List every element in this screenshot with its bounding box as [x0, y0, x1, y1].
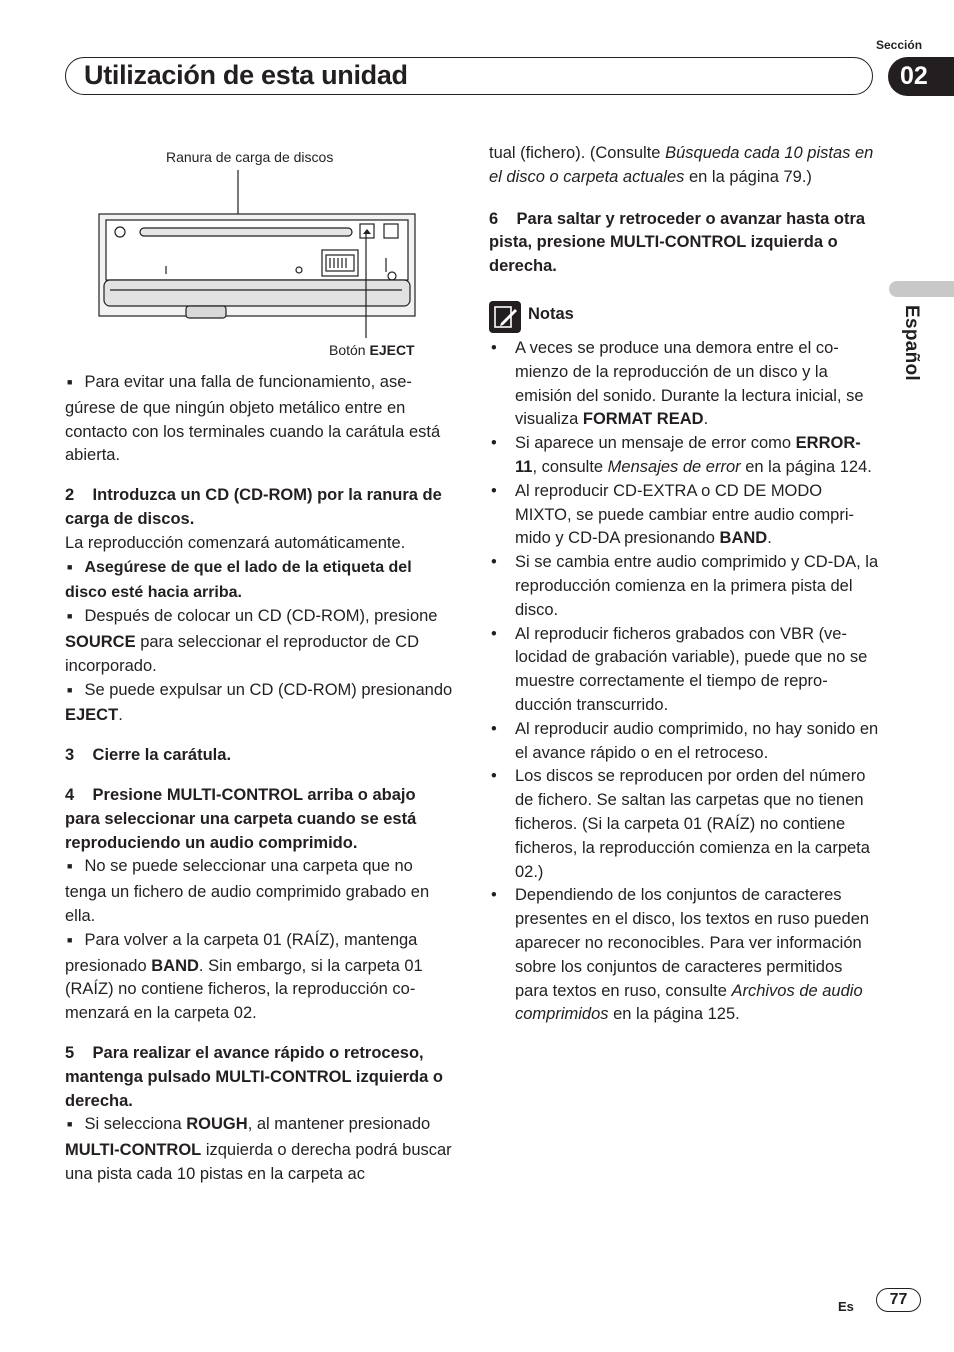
step-6-heading: 6 Para saltar y retroceder o avanzar hasta otra pista, presione MULTI-CONTROL izquierda o derecha. — [489, 209, 866, 276]
step-2-text: La reproducción comenzará automáticamente. — [65, 533, 406, 552]
notes-list — [489, 337, 879, 1027]
bullet-no-folder: ■ No se puede seleccionar una carpeta que no tenga un fichero de audio comprimido grabado en ella. — [65, 855, 453, 928]
bullet-eject: ■ Se puede expulsar un CD (CD-ROM) presionando EJECT. — [65, 679, 453, 729]
notes-title: Notas — [528, 305, 574, 323]
continued-text: tual (fichero). (Consulte Búsqueda cada 10 pistas en el disco o carpeta actuales en la página 79.) — [489, 144, 874, 186]
right-column-top — [489, 142, 877, 279]
language-code: Es — [838, 1299, 854, 1314]
bullet-root-folder: ■ Para volver a la carpeta 01 (RAÍZ), mantenga presionado BAND. Sin embargo, si la carpeta 01 (RAÍZ) no contiene ficheros, la reproducción comenzará en la carpeta 02. — [65, 929, 453, 1026]
bullet-source: ■ Después de colocar un CD (CD-ROM), presione SOURCE para seleccionar el reproductor de CD incorporado. — [65, 605, 453, 678]
note-item: • A veces se produce una demora entre el comienzo de la reproducción de un disco y la emisión del sonido. Durante la lectura inicial, se visualiza FORMAT READ. — [489, 337, 879, 432]
section-label: Sección — [876, 38, 923, 52]
note-item: • Si se cambia entre audio comprimido y CD-DA, la reproducción comienza en la primera pista del disco. — [489, 551, 879, 622]
bullet-rough: ■ Si selecciona ROUGH, al mantener presionado MULTI-CONTROL izquierda o derecha podrá buscar una pista cada 10 pistas en la carpeta ac — [65, 1113, 453, 1186]
figure-label-slot: Ranura de carga de discos — [166, 149, 334, 165]
note-item: • Al reproducir CD-EXTRA o CD DE MODO MIXTO, se puede cambiar entre audio comprimido y CD-DA presionando BAND. — [489, 480, 879, 551]
step-4-heading: 4 Presione MULTI-CONTROL arriba o abajo para seleccionar una carpeta cuando se está reproduciendo un audio comprimido. — [65, 785, 417, 852]
pencil-icon — [489, 301, 521, 333]
note-item: • Al reproducir audio comprimido, no hay sonido en el avance rápido o en el retroceso. — [489, 718, 879, 766]
language-tab — [889, 281, 954, 297]
note-item: • Dependiendo de los conjuntos de caracteres presentes en el disco, los textos en ruso pueden aparecer no reconocibles. Para ver información sobre los conjuntos de caracteres permitidos para textos en ruso, consulte Archivos de audio comprimidos en la página 125. — [489, 884, 879, 1027]
note-item: • Al reproducir ficheros grabados con VBR (velocidad de grabación variable), puede que no se muestre correctamente el tiempo de reproducción transcurrido. — [489, 623, 879, 718]
page-title: Utilización de esta unidad — [84, 60, 408, 90]
left-column — [65, 371, 453, 1187]
cd-unit-illustration — [96, 168, 420, 340]
bullet-metal-warning: ■ Para evitar una falla de funcionamiento, asegúrese de que ningún objeto metálico entre en contacto con los terminales cuando la carátula está abierta. — [65, 371, 453, 468]
step-2-heading: 2 Introduzca un CD (CD-ROM) por la ranura de carga de discos. — [65, 486, 442, 528]
note-item: • Si aparece un mensaje de error como ERROR-11, consulte Mensajes de error en la página 124. — [489, 432, 879, 480]
figure-label-eject: Botón EJECT — [329, 342, 415, 358]
language-label: Español — [901, 305, 922, 382]
bullet-label-up: ■ Asegúrese de que el lado de la etiqueta del disco esté hacia arriba. — [65, 556, 453, 606]
step-3-heading: 3 Cierre la carátula. — [65, 746, 232, 765]
section-number-badge: 02 — [888, 57, 954, 96]
step-5-heading: 5 Para realizar el avance rápido o retroceso, mantenga pulsado MULTI-CONTROL izquierda o derecha. — [65, 1043, 443, 1110]
note-item: • Los discos se reproducen por orden del número de fichero. Se saltan las carpetas que no tienen ficheros. (Si la carpeta 01 (RAÍZ) no contiene ficheros, la reproducción comienza en la carpeta 02.) — [489, 765, 879, 884]
page-number: 77 — [876, 1288, 921, 1312]
